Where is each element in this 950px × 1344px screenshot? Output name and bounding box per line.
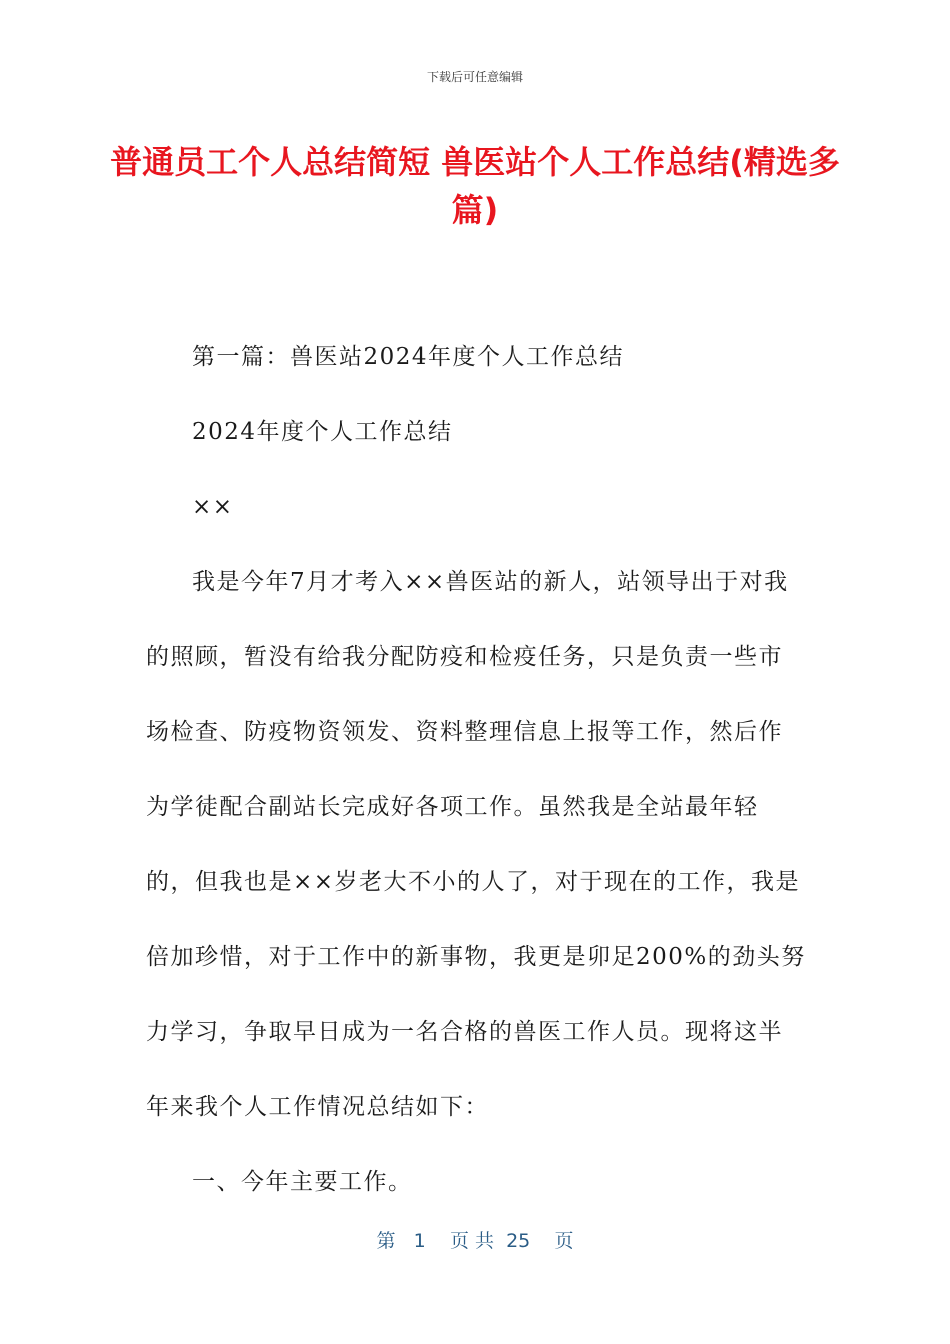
page-middle: 页 共 <box>449 1230 494 1252</box>
section-heading: 第一篇：兽医站2024年度个人工作总结 <box>192 344 625 370</box>
total-pages-number: 25 <box>506 1230 531 1252</box>
page-suffix: 页 <box>554 1230 574 1252</box>
section-item-heading: 一、今年主要工作。 <box>192 1169 413 1195</box>
header-note: 下载后可任意编辑 <box>426 70 523 84</box>
current-page-number: 1 <box>413 1230 426 1252</box>
subheading: 2024年度个人工作总结 <box>192 419 453 445</box>
body-paragraph: 我是今年7月才考入××兽医站的新人，站领导出于对我的照顾，暂没有给我分配防疫和检疫任务，只是负责一些市场检查、防疫物资领发、资料整理信息上报等工作，然后作为学徒配合副站长完成好各项工作。虽然我是全站最年轻的，但我也是××岁老大不小的人了，对于现在的工作，我是倍加珍惜，对于工作中的新事物，我更是卯足200%的劲头努力学习，争取早日成为一名合格的兽医工作人员。现将这半年来我个人工作情况总结如下： <box>146 569 806 1120</box>
document-title: 普通员工个人总结简短 兽医站个人工作总结(精选多篇) <box>110 143 840 229</box>
page-prefix: 第 <box>376 1230 396 1252</box>
page-footer <box>0 1226 950 1253</box>
author-line: ×× <box>192 494 234 520</box>
document-body <box>146 320 806 1220</box>
